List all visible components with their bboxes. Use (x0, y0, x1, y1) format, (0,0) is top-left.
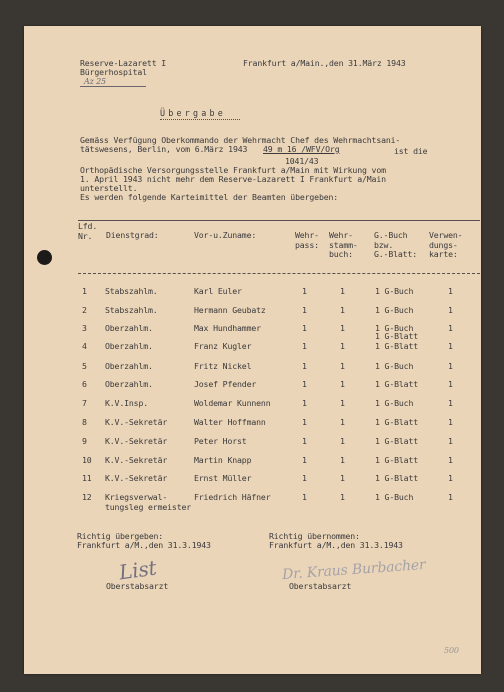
cell-dienstgrad: Oberzahlm. (105, 361, 153, 371)
cell-gbuch: 1 G-Buch (375, 305, 414, 315)
cell-dienstgrad: Stabszahlm. (105, 286, 158, 296)
col-header-verwendung: Verwen- dungs- karte: (429, 230, 463, 260)
cell-gbuch: 1 G-Blatt (375, 379, 419, 389)
cell-verwendung: 1 (448, 361, 453, 371)
body-line-6: unterstellt. (80, 183, 138, 193)
cell-verwendung: 1 (448, 286, 453, 296)
pencil-archive-number: 500 (444, 646, 459, 655)
body-line-7: Es werden folgende Karteimittel der Beamten übergeben: (80, 192, 339, 202)
cell-gbuch: 1 G-Blatt (375, 436, 419, 446)
cell-name: Peter Horst (194, 436, 247, 446)
cell-stammbuch: 1 (340, 455, 345, 465)
cell-wehrpass: 1 (302, 341, 307, 351)
cell-verwendung: 1 (448, 379, 453, 389)
body-line-2b: 49 m 16 /WFV/Org (263, 144, 340, 154)
cell-stammbuch: 1 (340, 361, 345, 371)
cell-nr: 8 (82, 417, 87, 427)
cell-verwendung: 1 (448, 436, 453, 446)
cell-name: Josef Pfender (194, 379, 257, 389)
body-line-4: Orthopädische Versorgungsstelle Frankfurt a/Main mit Wirkung vom (80, 165, 386, 175)
cell-dienstgrad: Oberzahlm. (105, 379, 153, 389)
cell-verwendung: 1 (448, 323, 453, 333)
col-header-gbuch: G.-Buch bzw. G.-Blatt: (374, 230, 418, 260)
footer-right-line1: Richtig übernommen: (269, 531, 360, 541)
footer-right-title: Oberstabsarzt (289, 581, 352, 591)
cell-nr: 7 (82, 398, 87, 408)
cell-name: Martin Knapp (194, 455, 252, 465)
header-reference-handwritten: Az 25 (84, 77, 106, 86)
body-line-3: 1041/43 (285, 156, 319, 166)
cell-dienstgrad: Oberzahlm. (105, 323, 153, 333)
cell-name: Fritz Nickel (194, 361, 252, 371)
cell-dienstgrad: K.V.-Sekretär (105, 417, 168, 427)
cell-verwendung: 1 (448, 305, 453, 315)
cell-nr: 6 (82, 379, 87, 389)
cell-name: Friedrich Häfner (194, 492, 271, 502)
col-header-dienstgrad: Dienstgrad: (106, 230, 159, 240)
cell-wehrpass: 1 (302, 473, 307, 483)
cell-nr: 4 (82, 341, 87, 351)
cell-stammbuch: 1 (340, 417, 345, 427)
cell-verwendung: 1 (448, 398, 453, 408)
cell-verwendung: 1 (448, 473, 453, 483)
cell-stammbuch: 1 (340, 305, 345, 315)
cell-stammbuch: 1 (340, 473, 345, 483)
cell-wehrpass: 1 (302, 305, 307, 315)
cell-stammbuch: 1 (340, 492, 345, 502)
cell-gbuch: 1 G-Blatt (375, 417, 419, 427)
cell-gbuch: 1 G-Blatt (375, 341, 419, 351)
cell-gbuch: 1 G-Blatt (375, 455, 419, 465)
cell-gbuch: 1 G-Buch (375, 398, 414, 408)
header-unit-line1: Reserve-Lazarett I (80, 58, 167, 68)
cell-wehrpass: 1 (302, 417, 307, 427)
col-header-stammbuch: Wehr- stamm- buch: (329, 230, 358, 260)
table-top-rule (78, 220, 480, 221)
right-signature: Dr. Kraus Burbacher (281, 557, 427, 583)
cell-name: Ernst Müller (194, 473, 252, 483)
cell-verwendung: 1 (448, 341, 453, 351)
cell-stammbuch: 1 (340, 323, 345, 333)
cell-name: Walter Hoffmann (194, 417, 266, 427)
cell-dienstgrad: Oberzahlm. (105, 341, 153, 351)
punch-hole-left (37, 250, 52, 265)
document-title: Übergabe (160, 108, 226, 118)
col-header-nr: Lfd. Nr. (78, 221, 98, 241)
cell-wehrpass: 1 (302, 398, 307, 408)
cell-nr: 3 (82, 323, 87, 333)
header-reference-underline (80, 86, 146, 87)
cell-name: Franz Kugler (194, 341, 252, 351)
cell-dienstgrad: Stabszahlm. (105, 305, 158, 315)
cell-name: Karl Euler (194, 286, 242, 296)
col-header-name: Vor-u.Zuname: (194, 230, 257, 240)
cell-nr: 5 (82, 361, 87, 371)
cell-stammbuch: 1 (340, 286, 345, 296)
cell-gbuch: 1 G-Blatt (375, 473, 419, 483)
cell-nr: 1 (82, 286, 87, 296)
cell-nr: 2 (82, 305, 87, 315)
cell-nr: 9 (82, 436, 87, 446)
cell-wehrpass: 1 (302, 286, 307, 296)
cell-wehrpass: 1 (302, 455, 307, 465)
footer-left-title: Oberstabsarzt (106, 581, 169, 591)
cell-dienstgrad: K.V.-Sekretär (105, 473, 168, 483)
cell-nr: 10 (82, 455, 92, 465)
cell-wehrpass: 1 (302, 361, 307, 371)
cell-gbuch: 1 G-Buch (375, 492, 414, 502)
table-header-rule (78, 273, 480, 274)
cell-dienstgrad: K.V.-Sekretär (105, 455, 168, 465)
cell-stammbuch: 1 (340, 341, 345, 351)
cell-nr: 12 (82, 492, 92, 502)
cell-wehrpass: 1 (302, 323, 307, 333)
cell-wehrpass: 1 (302, 379, 307, 389)
cell-name: Max Hundhammer (194, 323, 261, 333)
document-page (24, 26, 481, 674)
cell-dienstgrad: K.V.-Sekretär (105, 436, 168, 446)
body-line-2c: ist die (394, 146, 428, 156)
body-line-5: 1. April 1943 nicht mehr dem Reserve-Lazarett I Frankfurt a/Main (80, 174, 386, 184)
body-line-2a: tätswesens, Berlin, vom 6.März 1943 (80, 144, 248, 154)
cell-verwendung: 1 (448, 492, 453, 502)
cell-gbuch: 1 G-Buch 1 G-Blatt (375, 323, 419, 342)
header-place-date: Frankfurt a/Main.,den 31.März 1943 (243, 58, 406, 68)
body-line-1: Gemäss Verfügung Oberkommando der Wehrmacht Chef des Wehrmachtsani- (80, 135, 401, 145)
left-signature: List (117, 555, 158, 585)
cell-stammbuch: 1 (340, 379, 345, 389)
cell-gbuch: 1 G-Buch (375, 286, 414, 296)
cell-stammbuch: 1 (340, 398, 345, 408)
footer-left-line1: Richtig übergeben: (77, 531, 164, 541)
col-header-wehrpass: Wehr- pass: (295, 230, 319, 250)
title-underline (160, 119, 240, 120)
cell-dienstgrad: Kriegsverwal- tungsleg ermeister (105, 492, 192, 512)
cell-wehrpass: 1 (302, 436, 307, 446)
header-unit-line2: Bürgerhospital (80, 67, 147, 77)
cell-gbuch: 1 G-Buch (375, 361, 414, 371)
cell-wehrpass: 1 (302, 492, 307, 502)
cell-name: Woldemar Kunnenn (194, 398, 271, 408)
footer-left-line2: Frankfurt a/M.,den 31.3.1943 (77, 540, 211, 550)
cell-nr: 11 (82, 473, 92, 483)
cell-dienstgrad: K.V.Insp. (105, 398, 149, 408)
cell-name: Hermann Geubatz (194, 305, 266, 315)
cell-stammbuch: 1 (340, 436, 345, 446)
footer-right-line2: Frankfurt a/M.,den 31.3.1943 (269, 540, 403, 550)
cell-verwendung: 1 (448, 417, 453, 427)
cell-verwendung: 1 (448, 455, 453, 465)
